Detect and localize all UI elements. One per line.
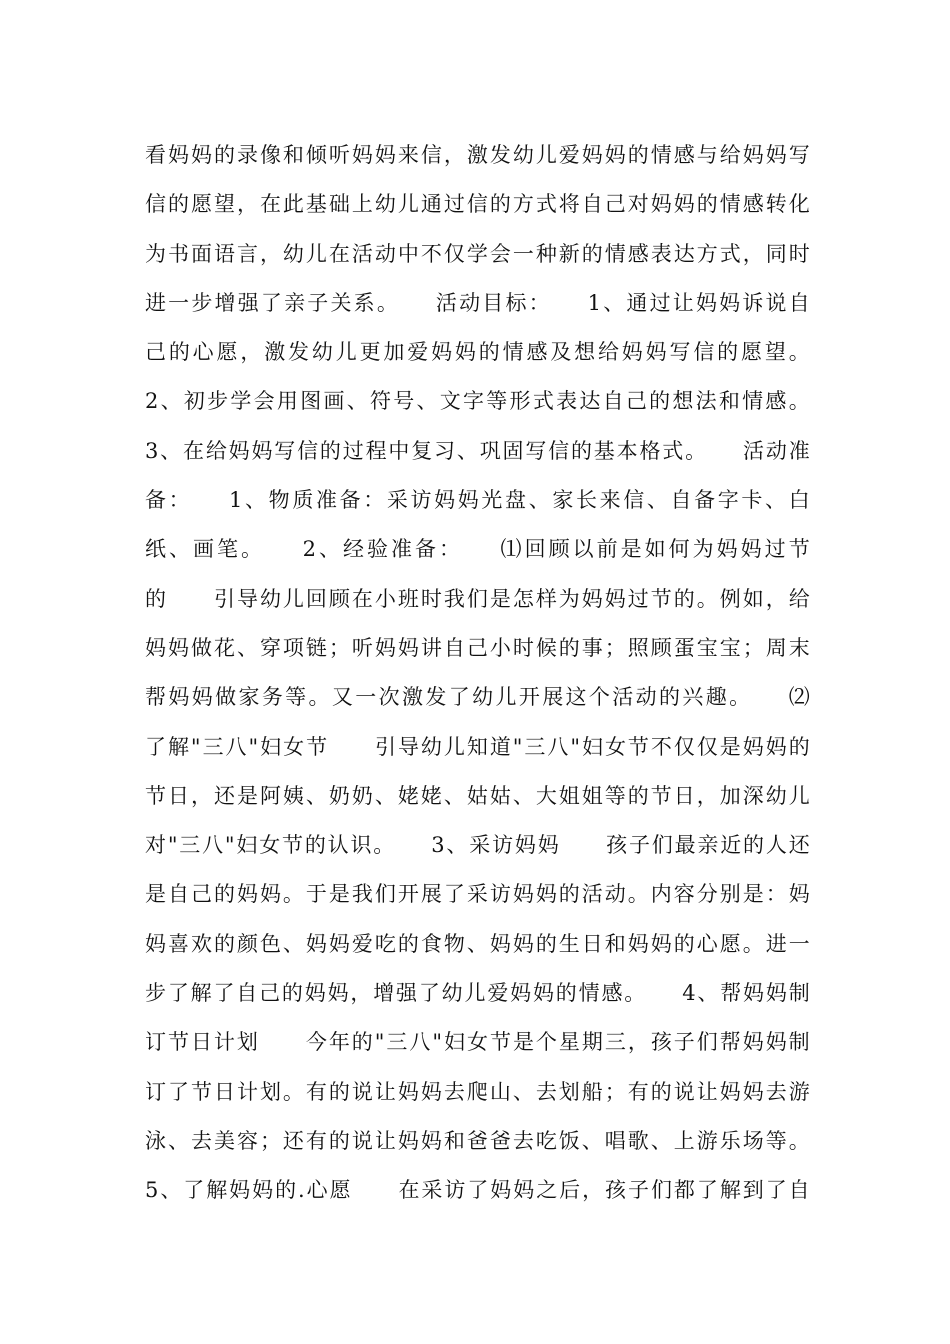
body-text — [145, 131, 810, 1216]
text-line: 妈妈做花、穿项链；听妈妈讲自己小时候的事；照顾蛋宝宝；周末 — [145, 635, 810, 660]
text-line: 是自己的妈妈。于是我们开展了采访妈妈的活动。内容分别是：妈 — [145, 882, 810, 907]
text-line: 己的心愿，激发幼儿更加爱妈妈的情感及想给妈妈写信的愿望。 — [145, 340, 810, 365]
text-line: 妈喜欢的颜色、妈妈爱吃的食物、妈妈的生日和妈妈的心愿。进一 — [145, 931, 810, 956]
text-line: 订了节日计划。有的说让妈妈去爬山、去划船；有的说让妈妈去游 — [145, 1079, 810, 1104]
text-line: 2、初步学会用图画、符号、文字等形式表达自己的想法和情感。 — [145, 389, 810, 414]
text-line: 了解"三八"妇女节 引导幼儿知道"三八"妇女节不仅仅是妈妈的 — [145, 734, 810, 759]
text-line: 为书面语言，幼儿在活动中不仅学会一种新的情感表达方式，同时 — [145, 241, 810, 266]
text-line: 进一步增强了亲子关系。 活动目标： 1、通过让妈妈诉说自 — [145, 290, 810, 315]
text-line: 3、在给妈妈写信的过程中复习、巩固写信的基本格式。 活动准 — [145, 438, 810, 463]
text-line: 步了解了自己的妈妈，增强了幼儿爱妈妈的情感。 4、帮妈妈制 — [145, 981, 810, 1006]
text-line: 5、了解妈妈的.心愿 在采访了妈妈之后，孩子们都了解到了自 — [145, 1178, 810, 1203]
text-line: 节日，还是阿姨、奶奶、姥姥、姑姑、大姐姐等的节日，加深幼儿 — [145, 783, 810, 808]
text-line: 对"三八"妇女节的认识。 3、采访妈妈 孩子们最亲近的人还 — [145, 833, 810, 858]
text-line: 信的愿望，在此基础上幼儿通过信的方式将自己对妈妈的情感转化 — [145, 192, 810, 217]
text-line: 订节日计划 今年的"三八"妇女节是个星期三，孩子们帮妈妈制 — [145, 1030, 810, 1055]
text-line: 纸、画笔。 2、经验准备： ⑴回顾以前是如何为妈妈过节 — [145, 537, 810, 562]
text-line: 备： 1、物质准备：采访妈妈光盘、家长来信、自备字卡、白 — [145, 488, 810, 513]
text-line: 的 引导幼儿回顾在小班时我们是怎样为妈妈过节的。例如，给 — [145, 586, 810, 611]
text-line: 帮妈妈做家务等。又一次激发了幼儿开展这个活动的兴趣。 ⑵ — [145, 685, 810, 710]
text-line: 看妈妈的录像和倾听妈妈来信，激发幼儿爱妈妈的情感与给妈妈写 — [145, 143, 810, 167]
text-line: 泳、去美容；还有的说让妈妈和爸爸去吃饭、唱歌、上游乐场等。 — [145, 1128, 810, 1153]
